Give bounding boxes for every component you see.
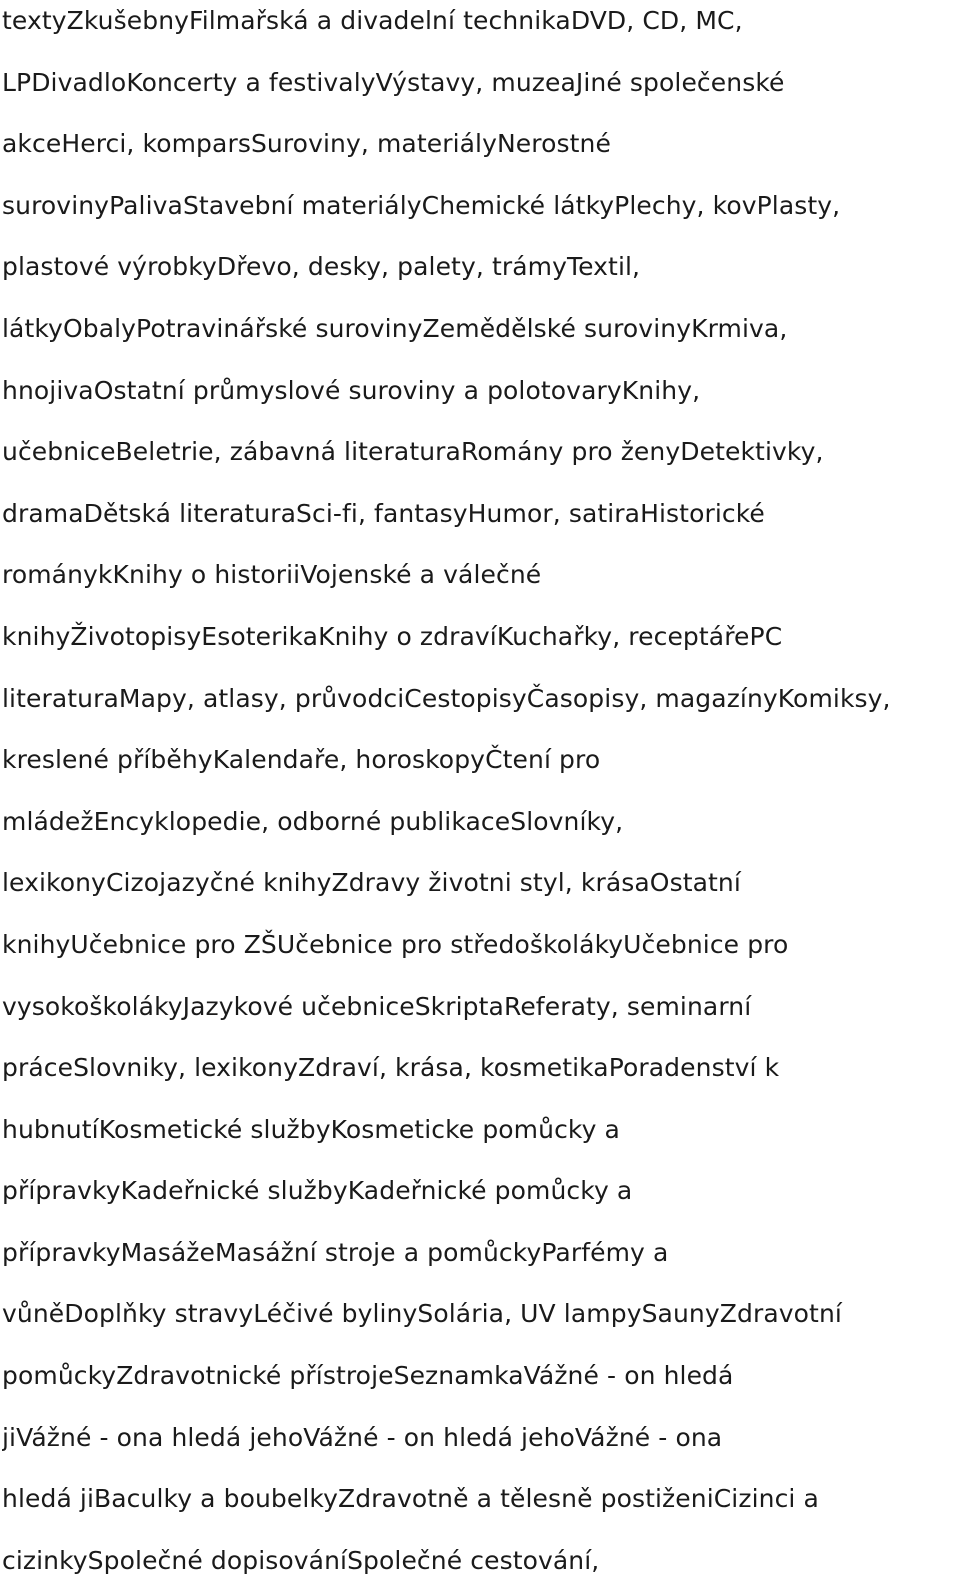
text-line-22: vůněDoplňky stravyLéčivé bylinySolária, UV lampySaunyZdravotní (2, 1299, 842, 1329)
text-line-21: přípravkyMasážeMasážní stroje a pomůckyParfémy a (2, 1237, 669, 1267)
text-line-25: hledá jiBaculky a boubelkyZdravotně a tělesně postiženiCizinci a (2, 1484, 819, 1514)
text-line-15: lexikonyCizojazyčné knihyZdravy životni styl, krásaOstatní (2, 868, 741, 898)
text-line-17: vysokoškolákyJazykové učebniceSkriptaReferaty, seminarní (2, 991, 752, 1021)
text-line-9: dramaDětská literaturaSci-fi, fantasyHumor, satiraHistorické (2, 498, 765, 528)
text-line-23: pomůckyZdravotnické přístrojeSeznamkaVážné - on hledá (2, 1361, 734, 1391)
text-line-1: textyZkušebnyFilmařská a divadelní technikaDVD, CD, MC, (2, 6, 743, 35)
text-line-7: hnojivaOstatní průmyslové suroviny a polotovaryKnihy, (2, 375, 701, 405)
text-line-8: učebniceBeletrie, zábavná literaturaRomány pro ženyDetektivky, (2, 437, 824, 467)
text-line-13: kreslené příběhyKalendaře, horoskopyČtení pro (2, 745, 601, 775)
text-line-20: přípravkyKadeřnické službyKadeřnické pomůcky a (2, 1176, 633, 1206)
text-line-12: literaturaMapy, atlasy, průvodciCestopisyČasopisy, magazínyKomiksy, (2, 683, 891, 713)
text-line-19: hubnutíKosmetické službyKosmeticke pomůcky a (2, 1114, 620, 1144)
text-line-5: plastové výrobkyDřevo, desky, palety, trámyTextil, (2, 252, 641, 282)
text-line-10: románykKnihy o historiiVojenské a válečné (2, 560, 542, 590)
text-line-2: LPDivadloKoncerty a festivalyVýstavy, muzeaJiné společenské (2, 67, 785, 97)
text-line-18: práceSlovniky, lexikonyZdraví, krása, kosmetikaPoradenství k (2, 1053, 780, 1083)
text-line-24: jiVážné - ona hledá jehoVážné - on hledá jehoVážné - ona (2, 1422, 723, 1452)
text-line-16: knihyUčebnice pro ZŠUčebnice pro středoškolákyUčebnice pro (2, 929, 789, 959)
text-line-6: látkyObalyPotravinářské surovinyZemědělské surovinyKrmiva, (2, 313, 788, 343)
text-line-11: knihyŽivotopisyEsoterikaKnihy o zdravíKuchařky, receptářePC (2, 621, 783, 651)
text-line-3: akceHerci, komparsSuroviny, materiályNerostné (2, 129, 611, 159)
text-line-26: cizinkySpolečné dopisováníSpolečné cestování, (2, 1545, 600, 1575)
text-line-4: surovinyPalivaStavební materiályChemické látkyPlechy, kovPlasty, (2, 190, 841, 220)
text-line-14: mládežEncyklopedie, odborné publikaceSlovníky, (2, 806, 624, 836)
